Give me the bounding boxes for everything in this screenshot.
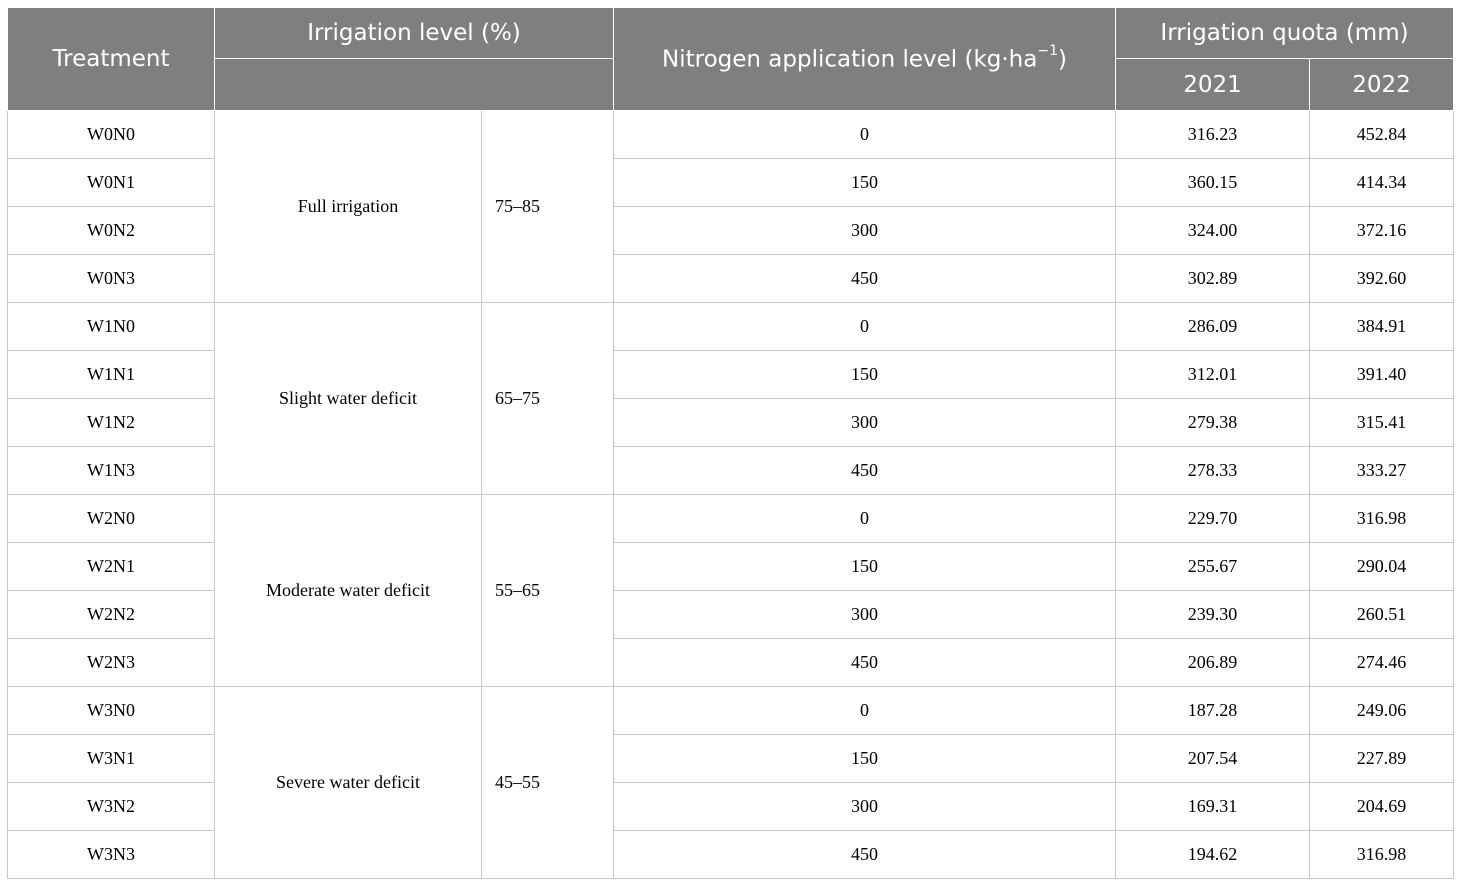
nitrogen-cell: 300: [614, 783, 1116, 831]
header-nitrogen-text: Nitrogen application level (kg·ha: [662, 46, 1038, 73]
quota-2021-cell: 187.28: [1116, 687, 1310, 735]
treatment-cell: W1N2: [8, 399, 215, 447]
treatment-cell: W3N3: [8, 831, 215, 879]
quota-2022-cell: 204.69: [1310, 783, 1454, 831]
treatment-cell: W0N2: [8, 207, 215, 255]
nitrogen-cell: 150: [614, 159, 1116, 207]
header-year-2021: 2021: [1116, 59, 1310, 111]
header-nitrogen-exponent: −1: [1037, 42, 1058, 59]
nitrogen-cell: 0: [614, 687, 1116, 735]
nitrogen-cell: 300: [614, 399, 1116, 447]
nitrogen-cell: 450: [614, 255, 1116, 303]
treatment-cell: W3N0: [8, 687, 215, 735]
quota-2021-cell: 169.31: [1116, 783, 1310, 831]
treatment-cell: W0N3: [8, 255, 215, 303]
quota-2021-cell: 239.30: [1116, 591, 1310, 639]
table-body: [8, 111, 1454, 879]
treatment-cell: W2N1: [8, 543, 215, 591]
table-row: [8, 111, 1454, 159]
nitrogen-cell: 450: [614, 831, 1116, 879]
treatment-cell: W3N1: [8, 735, 215, 783]
nitrogen-cell: 0: [614, 111, 1116, 159]
irrigation-table: [7, 7, 1454, 879]
treatment-cell: W1N3: [8, 447, 215, 495]
header-nitrogen-close: ): [1058, 46, 1067, 73]
quota-2022-cell: 333.27: [1310, 447, 1454, 495]
header-irrigation-quota: Irrigation quota (mm): [1116, 8, 1454, 59]
nitrogen-cell: 0: [614, 303, 1116, 351]
treatment-cell: W0N0: [8, 111, 215, 159]
header-irrigation-level: Irrigation level (%): [215, 8, 614, 59]
quota-2021-cell: 229.70: [1116, 495, 1310, 543]
treatment-cell: W3N2: [8, 783, 215, 831]
quota-2022-cell: 315.41: [1310, 399, 1454, 447]
irrigation-range-cell: 75–85: [482, 111, 614, 303]
table-row: [8, 687, 1454, 735]
quota-2021-cell: 207.54: [1116, 735, 1310, 783]
nitrogen-cell: 450: [614, 639, 1116, 687]
treatment-cell: W2N2: [8, 591, 215, 639]
nitrogen-cell: 300: [614, 207, 1116, 255]
nitrogen-cell: 0: [614, 495, 1116, 543]
quota-2021-cell: 312.01: [1116, 351, 1310, 399]
quota-2021-cell: 278.33: [1116, 447, 1310, 495]
quota-2022-cell: 290.04: [1310, 543, 1454, 591]
nitrogen-cell: 450: [614, 447, 1116, 495]
quota-2022-cell: 452.84: [1310, 111, 1454, 159]
irrigation-label-cell: Full irrigation: [215, 111, 482, 303]
quota-2021-cell: 286.09: [1116, 303, 1310, 351]
nitrogen-cell: 300: [614, 591, 1116, 639]
irrigation-range-cell: 65–75: [482, 303, 614, 495]
treatment-cell: W2N0: [8, 495, 215, 543]
irrigation-label-cell: Slight water deficit: [215, 303, 482, 495]
nitrogen-cell: 150: [614, 351, 1116, 399]
quota-2022-cell: 372.16: [1310, 207, 1454, 255]
nitrogen-cell: 150: [614, 735, 1116, 783]
quota-2021-cell: 316.23: [1116, 111, 1310, 159]
quota-2021-cell: 324.00: [1116, 207, 1310, 255]
quota-2021-cell: 255.67: [1116, 543, 1310, 591]
quota-2022-cell: 316.98: [1310, 495, 1454, 543]
treatment-cell: W2N3: [8, 639, 215, 687]
treatment-cell: W0N1: [8, 159, 215, 207]
quota-2021-cell: 302.89: [1116, 255, 1310, 303]
quota-2022-cell: 316.98: [1310, 831, 1454, 879]
irrigation-table-container: [7, 7, 1453, 879]
treatment-cell: W1N1: [8, 351, 215, 399]
quota-2022-cell: 274.46: [1310, 639, 1454, 687]
quota-2022-cell: 384.91: [1310, 303, 1454, 351]
nitrogen-cell: 150: [614, 543, 1116, 591]
irrigation-range-cell: 45–55: [482, 687, 614, 879]
table-row: [8, 495, 1454, 543]
quota-2022-cell: 391.40: [1310, 351, 1454, 399]
header-nitrogen-level: [614, 8, 1116, 111]
header-irrigation-subheader: [215, 59, 614, 111]
header-year-2022: 2022: [1310, 59, 1454, 111]
treatment-cell: W1N0: [8, 303, 215, 351]
quota-2022-cell: 260.51: [1310, 591, 1454, 639]
quota-2021-cell: 279.38: [1116, 399, 1310, 447]
quota-2022-cell: 414.34: [1310, 159, 1454, 207]
quota-2021-cell: 206.89: [1116, 639, 1310, 687]
quota-2022-cell: 227.89: [1310, 735, 1454, 783]
quota-2022-cell: 392.60: [1310, 255, 1454, 303]
quota-2021-cell: 194.62: [1116, 831, 1310, 879]
quota-2021-cell: 360.15: [1116, 159, 1310, 207]
table-row: [8, 303, 1454, 351]
quota-2022-cell: 249.06: [1310, 687, 1454, 735]
table-header: [8, 8, 1454, 111]
header-treatment: Treatment: [8, 8, 215, 111]
irrigation-range-cell: 55–65: [482, 495, 614, 687]
irrigation-label-cell: Severe water deficit: [215, 687, 482, 879]
irrigation-label-cell: Moderate water deficit: [215, 495, 482, 687]
